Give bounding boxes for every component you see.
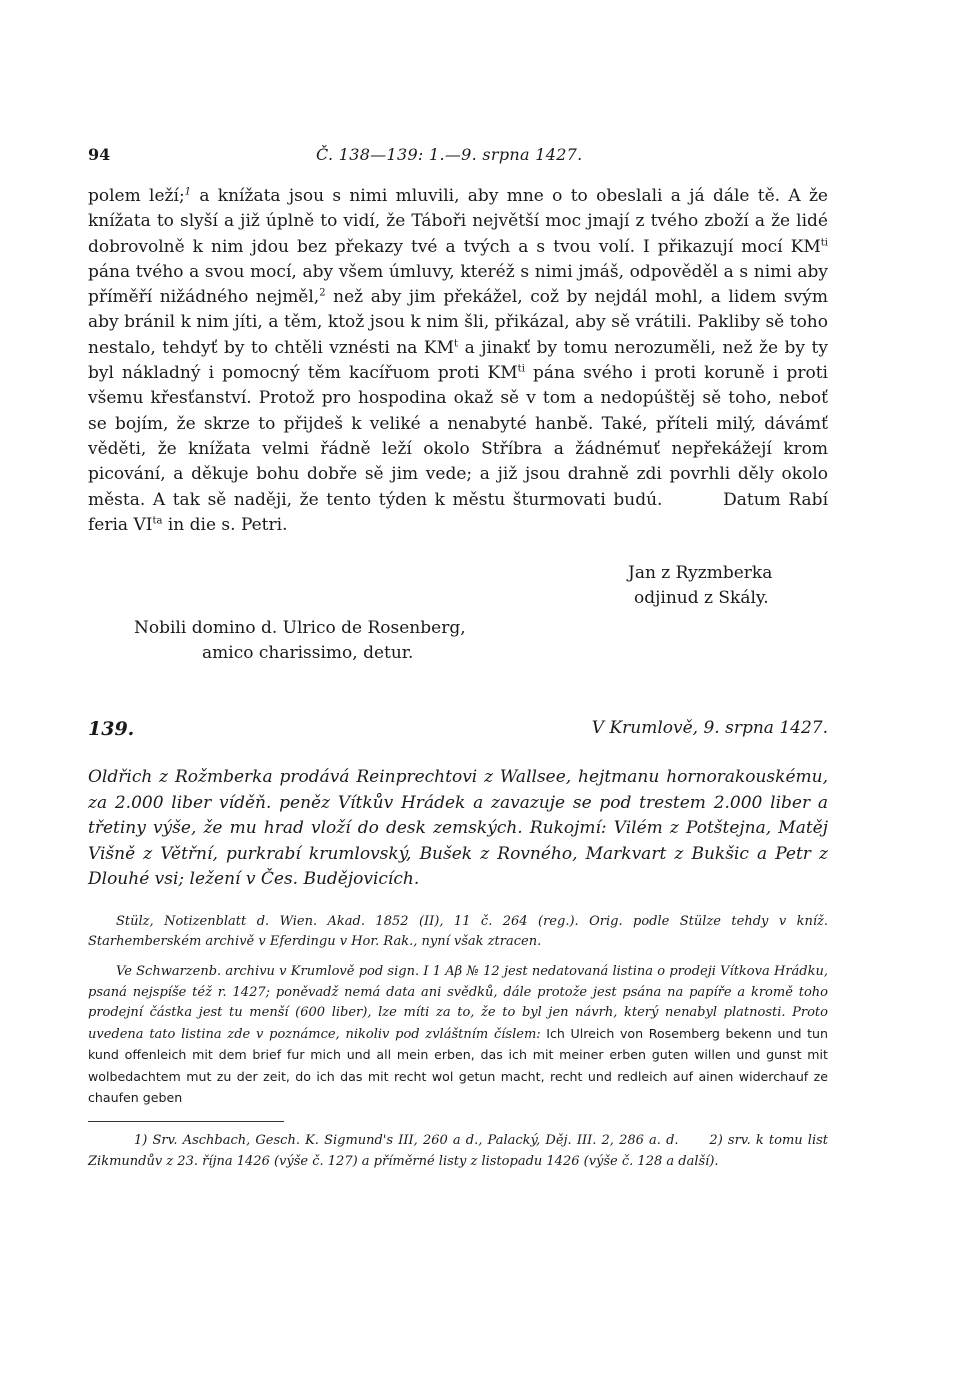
address-line: Nobili domino d. Ulrico de Rosenberg, bbox=[134, 618, 466, 638]
doc-place-date: V Krumlově, 9. srpna 1427. bbox=[591, 718, 828, 738]
address-line: amico charissimo, detur. bbox=[202, 643, 414, 663]
superscript: ti bbox=[517, 363, 525, 375]
text-run: pána tvého a svou mocí, aby všem úmluvy, kteréž s nimi jmáš, odpověděl a s nimi aby příměří nižádného nejměl, bbox=[88, 261, 828, 308]
superscript: ta bbox=[152, 515, 163, 527]
source-note bbox=[88, 912, 828, 952]
datum: Datum Rabí feria VI bbox=[88, 489, 829, 535]
text-run: pána svého i proti koruně i proti všemu křesťanství. Protož pro hospodina okaž sě v tom a nedopúštěj sě toho, neboť se bojím, že skrze to přijdeš k veliké a nenabyté hanbě. Také, příteli milý, dávámť věděti, že knížata velmi řádně leží okolo Stříbra a žádnémuť nepřekážejí krom picování, a děkuje bohu dobře sě jim vede; a již jsou drahně zdi povrhli děly okolo města. A tak sě naději, že tento týden k městu šturmovati budú. bbox=[88, 363, 828, 510]
doc-number: 139. bbox=[88, 718, 135, 740]
superscript: ti bbox=[820, 236, 828, 248]
footnote-divider bbox=[88, 1121, 284, 1122]
regest: Oldřich z Rožmberka prodává Reinprechtovi z Wallsee, hejtmanu hornorakouskému, za 2.000 liber víděň. peněz Vítkův Hrádek a zavazuje se pod trestem 2.000 liber a třetiny výše, že mu hrad vloží do desk zemských. Rukojmí: Vilém z Potštejna, Matěj Višně z Větřní, purkrabí krumlovský, Bušek z Rovného, Markvart z Bukšic a Petr z Dlouhé vsi; ležení v Čes. Budějovicích. bbox=[88, 767, 828, 889]
letter-138-body bbox=[88, 184, 828, 538]
superscript: t bbox=[454, 338, 459, 350]
address-block bbox=[134, 616, 554, 666]
text-run: polem leží; bbox=[88, 186, 185, 206]
text-run: než aby jim překážel, což by nejdál mohl, a lidem svým aby bránil k nim jíti, a těm, ktož jsou k nim šli, přikázal, aby sě vrátili. Pakliby sě toho nestalo, tehdyť by to chtěli vznésti na KM bbox=[88, 287, 828, 358]
footnote-mark: 1 bbox=[184, 186, 192, 198]
footnote-mark: 2 bbox=[319, 287, 326, 299]
footnote-2: 2) srv. k tomu list Zikmundův z 23. října 1426 (výše č. 127) a příměrné listy z listopadu 1426 (výše č. 128 a další). bbox=[88, 1133, 829, 1169]
footnote-1: 1) Srv. Aschbach, Gesch. K. Sigmund's III, 260 a d., Palacký, Děj. III. 2, 286 a. d. bbox=[134, 1133, 679, 1148]
footnotes bbox=[88, 1130, 828, 1172]
signature-line: odjinud z Skály. bbox=[634, 588, 769, 608]
letter-138-paragraph bbox=[88, 184, 828, 538]
signature-line: Jan z Ryzmberka bbox=[628, 563, 773, 583]
archive-note-czech: Ve Schwarzenb. archivu v Krumlově pod sign. I 1 Aβ № 12 jest nedatovaná listina o prodeji Vítkova Hrádku, psaná nejspíše též r. 1427; poněvadž nemá data ani svědků, dále protože jest psána na papíře a kromě toho prodejní částka jest tu menší (600 liber), lze míti za to, že to byl jen návrh, který nenabyl platnosti. Proto uvedena tato listina zde v poznámce, nikoliv pod zvláštním číslem: bbox=[88, 964, 828, 1042]
page-header bbox=[88, 145, 828, 167]
source-text: Stülz, Notizenblatt d. Wien. Akad. 1852 (II), 11 č. 264 (reg.). Orig. podle Stülze tehdy v kníž. Starhemberském archivě v Eferdingu v Hor. Rak., nyní však ztracen. bbox=[88, 914, 828, 949]
text-run: a jinakť by tomu nerozuměli, než že by ty byl nákladný i pomocný těm kacířuom proti KM bbox=[88, 337, 828, 384]
doc-139-heading bbox=[88, 718, 828, 746]
running-head: Č. 138—139: 1.—9. srpna 1427. bbox=[316, 145, 583, 164]
text-run: in die s. Petri. bbox=[162, 514, 288, 535]
text-run: a knížata jsou s nimi mluvili, aby mne o to obeslali a já dále tě. A že knížata to slyší a již úplně to vidí, že Táboři největší moc jmají z tvého zboží a že lidé dobrovolně k nim jdou bez překazy tvé a tvých a s tvou volí. I přikazují mocí KM bbox=[88, 186, 828, 257]
page-number: 94 bbox=[88, 145, 111, 164]
archive-note bbox=[88, 962, 828, 1110]
archive-note-german: Ich Ulreich von Rosemberg bekenn und tun kund offenleich mit dem brief fur mich und all mein erben, das ich mit meiner erben guten willen und gunst mit wolbedachtem mut zu der zeit, do ich das mit recht wol getun macht, recht und redleich auf ainen widerchauf ze chaufen geben bbox=[88, 1025, 828, 1105]
signature bbox=[628, 561, 828, 611]
